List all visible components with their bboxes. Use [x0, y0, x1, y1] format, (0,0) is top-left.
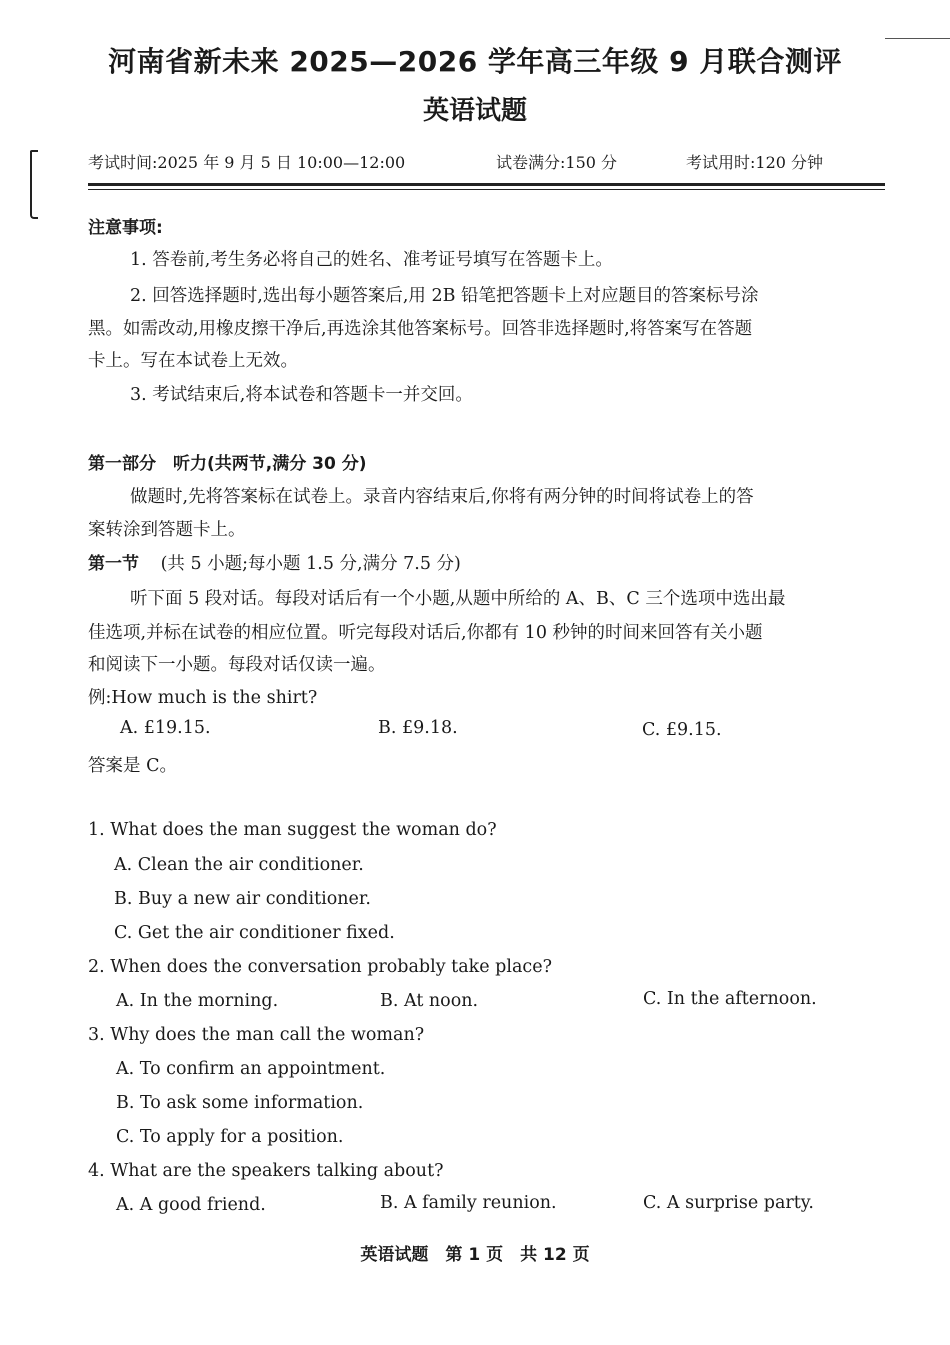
question-2-option-a: A. In the morning. — [116, 991, 279, 1011]
example-option-b: B. £9.18. — [378, 718, 458, 738]
example-option-c: C. £9.15. — [642, 720, 722, 740]
header-rule-thick — [88, 183, 885, 186]
exam-time: 考试时间:2025 年 9 月 5 日 10:00—12:00 — [88, 153, 406, 172]
question-1-option-c: C. Get the air conditioner fixed. — [114, 923, 395, 943]
notes-item-3: 3. 考试结束后,将本试卷和答题卡一并交回。 — [130, 385, 473, 405]
notes-item-2-cont: 卡上。写在本试卷上无效。 — [88, 351, 298, 371]
question-2-option-b: B. At noon. — [380, 991, 479, 1011]
page-footer: 英语试题 第 1 页 共 12 页 — [360, 1245, 590, 1265]
binding-margin-mark — [30, 150, 38, 219]
question-2-option-c: C. In the afternoon. — [643, 989, 817, 1009]
section1-instructions: 听下面 5 段对话。每段对话后有一个小题,从题中所给的 A、B、C 三个选项中选出最 — [130, 589, 786, 609]
example-answer: 答案是 C。 — [88, 756, 177, 776]
full-score: 试卷满分:150 分 — [496, 153, 618, 172]
notes-item-1: 1. 答卷前,考生务必将自己的姓名、准考证号填写在答题卡上。 — [130, 250, 613, 270]
notes-item-2: 2. 回答选择题时,选出每小题答案后,用 2B 铅笔把答题卡上对应题目的答案标号涂 — [130, 286, 759, 306]
exam-subtitle: 英语试题 — [422, 96, 527, 126]
section1-heading: 第一节 — [88, 554, 139, 574]
exam-title: 河南省新未来 2025—2026 学年高三年级 9 月联合测评 — [108, 45, 842, 78]
question-4-option-c: C. A surprise party. — [643, 1193, 814, 1213]
exam-duration: 考试用时:120 分钟 — [686, 153, 824, 172]
question-1-option-b: B. Buy a new air conditioner. — [114, 889, 371, 909]
question-2: 2. When does the conversation probably take place? — [88, 957, 552, 977]
section1-desc: (共 5 小题;每小题 1.5 分,满分 7.5 分) — [160, 554, 461, 574]
question-3: 3. Why does the man call the woman? — [88, 1025, 425, 1045]
section1-instructions-cont: 佳选项,并标在试卷的相应位置。听完每段对话后,你都有 10 秒钟的时间来回答有关小题 — [88, 623, 763, 643]
top-edge-line — [885, 38, 950, 39]
question-1: 1. What does the man suggest the woman do? — [88, 820, 497, 840]
question-4-option-a: A. A good friend. — [116, 1195, 266, 1215]
question-1-option-a: A. Clean the air conditioner. — [114, 855, 364, 875]
notes-heading: 注意事项: — [88, 218, 163, 238]
section1-header — [88, 549, 888, 575]
header-rule-thin — [88, 189, 885, 190]
section1-instructions-cont: 和阅读下一小题。每段对话仅读一遍。 — [88, 655, 386, 675]
question-4-option-b: B. A family reunion. — [380, 1193, 557, 1213]
part1-intro: 做题时,先将答案标在试卷上。录音内容结束后,你将有两分钟的时间将试卷上的答 — [130, 487, 754, 507]
part1-heading: 第一部分 听力(共两节,满分 30 分) — [88, 454, 367, 474]
example-question: 例:How much is the shirt? — [88, 688, 318, 708]
question-3-option-b: B. To ask some information. — [116, 1093, 364, 1113]
question-3-option-a: A. To confirm an appointment. — [116, 1059, 386, 1079]
part1-intro-cont: 案转涂到答题卡上。 — [88, 520, 246, 540]
example-option-a: A. £19.15. — [120, 718, 211, 738]
question-3-option-c: C. To apply for a position. — [116, 1127, 344, 1147]
question-4: 4. What are the speakers talking about? — [88, 1161, 444, 1181]
notes-item-2-cont: 黑。如需改动,用橡皮擦干净后,再选涂其他答案标号。回答非选择题时,将答案写在答题 — [88, 319, 753, 339]
